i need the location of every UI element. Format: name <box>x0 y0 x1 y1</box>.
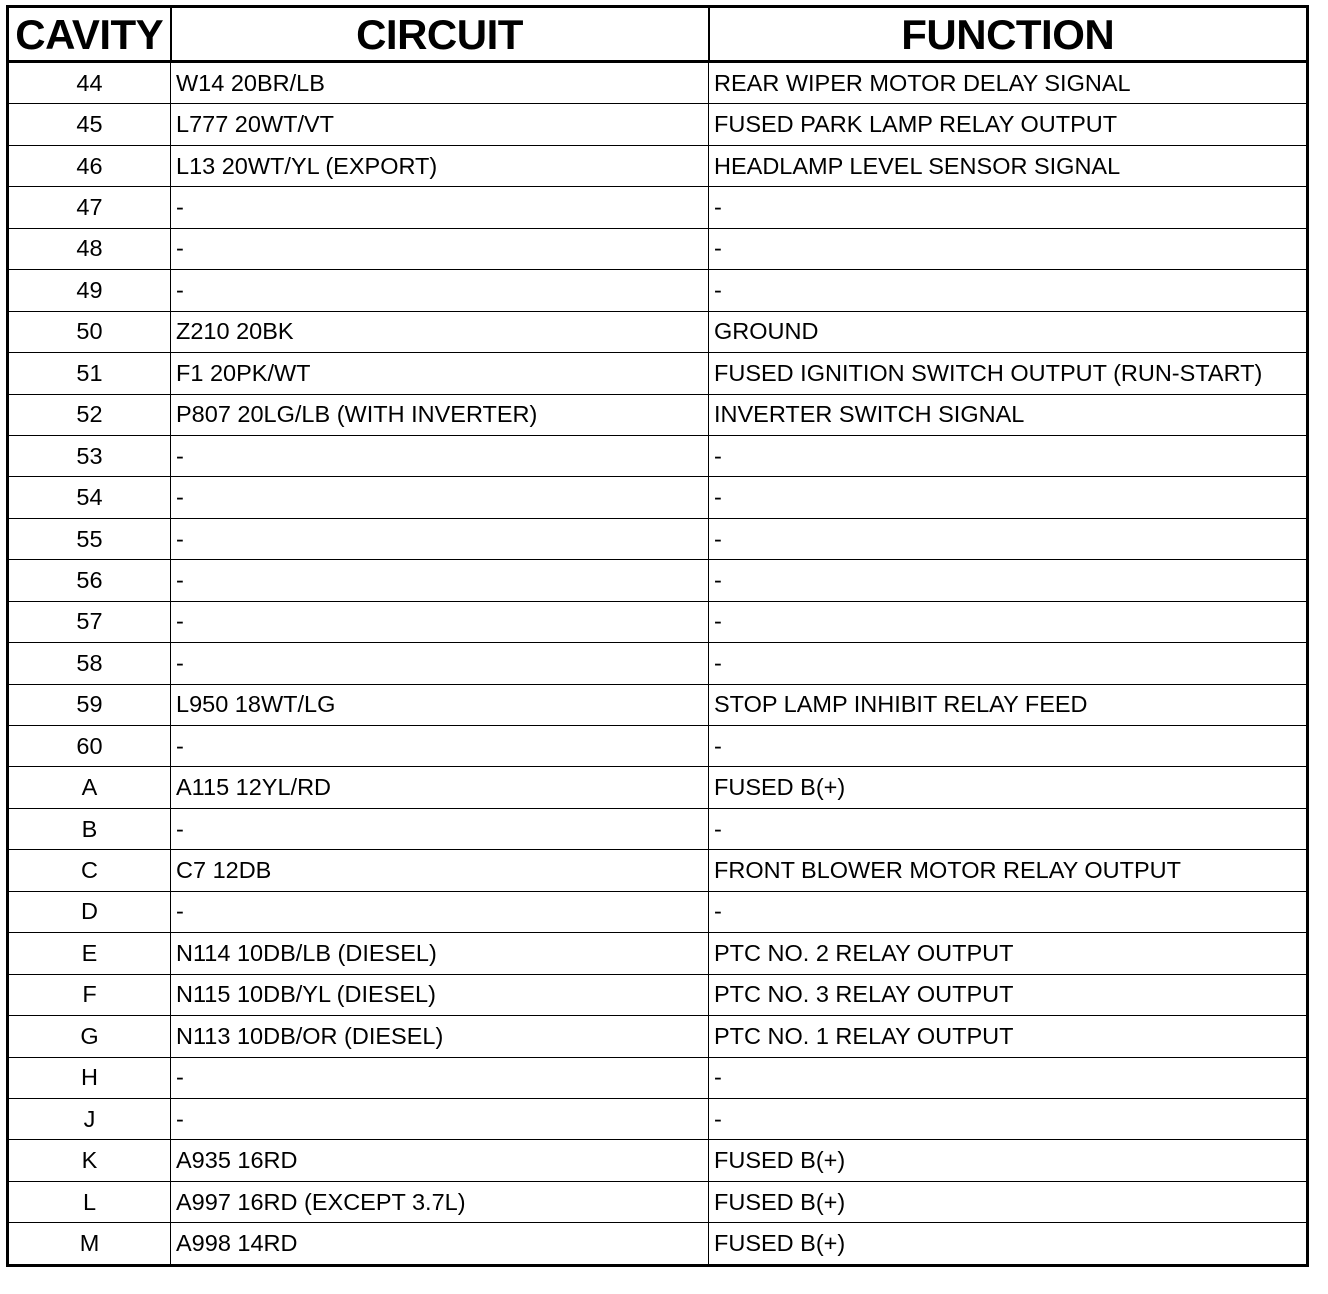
table-row <box>8 560 1308 601</box>
cavity-cell: 49 <box>8 270 171 311</box>
circuit-cell: - <box>171 560 709 601</box>
table-row <box>8 1223 1308 1265</box>
cavity-cell: 60 <box>8 726 171 767</box>
circuit-cell: - <box>171 477 709 518</box>
circuit-cell: A935 16RD <box>171 1140 709 1181</box>
function-cell: GROUND <box>709 311 1308 352</box>
cavity-cell: 52 <box>8 394 171 435</box>
function-cell: - <box>709 477 1308 518</box>
circuit-cell: W14 20BR/LB <box>171 62 709 104</box>
cavity-cell: 47 <box>8 187 171 228</box>
table-header <box>8 7 1308 62</box>
function-cell: - <box>709 726 1308 767</box>
table-row <box>8 145 1308 186</box>
table-row <box>8 104 1308 145</box>
function-cell: - <box>709 560 1308 601</box>
circuit-cell: C7 12DB <box>171 850 709 891</box>
table-row <box>8 1140 1308 1181</box>
circuit-cell: F1 20PK/WT <box>171 353 709 394</box>
function-cell: PTC NO. 3 RELAY OUTPUT <box>709 974 1308 1015</box>
table-row <box>8 1098 1308 1139</box>
cavity-cell: 58 <box>8 643 171 684</box>
function-column-header: FUNCTION <box>709 7 1308 62</box>
table-row <box>8 808 1308 849</box>
circuit-cell: L13 20WT/YL (EXPORT) <box>171 145 709 186</box>
cavity-cell: H <box>8 1057 171 1098</box>
circuit-cell: - <box>171 1098 709 1139</box>
table-row <box>8 62 1308 104</box>
circuit-cell: - <box>171 726 709 767</box>
cavity-cell: L <box>8 1181 171 1222</box>
function-cell: FUSED B(+) <box>709 1181 1308 1222</box>
circuit-cell: - <box>171 518 709 559</box>
cavity-cell: 51 <box>8 353 171 394</box>
cavity-cell: A <box>8 767 171 808</box>
cavity-cell: 56 <box>8 560 171 601</box>
circuit-cell: A115 12YL/RD <box>171 767 709 808</box>
cavity-cell: K <box>8 1140 171 1181</box>
circuit-cell: - <box>171 435 709 476</box>
circuit-cell: N113 10DB/OR (DIESEL) <box>171 1016 709 1057</box>
table-row <box>8 933 1308 974</box>
function-cell: REAR WIPER MOTOR DELAY SIGNAL <box>709 62 1308 104</box>
function-cell: - <box>709 601 1308 642</box>
table-row <box>8 270 1308 311</box>
function-cell: - <box>709 270 1308 311</box>
function-cell: FUSED B(+) <box>709 1223 1308 1265</box>
table-row <box>8 311 1308 352</box>
cavity-column-header: CAVITY <box>8 7 171 62</box>
table-row <box>8 1016 1308 1057</box>
circuit-cell: - <box>171 891 709 932</box>
function-cell: - <box>709 228 1308 269</box>
function-cell: - <box>709 808 1308 849</box>
function-cell: FUSED B(+) <box>709 767 1308 808</box>
function-cell: INVERTER SWITCH SIGNAL <box>709 394 1308 435</box>
cavity-cell: M <box>8 1223 171 1265</box>
function-cell: PTC NO. 2 RELAY OUTPUT <box>709 933 1308 974</box>
function-cell: - <box>709 518 1308 559</box>
cavity-cell: J <box>8 1098 171 1139</box>
cavity-cell: 44 <box>8 62 171 104</box>
cavity-cell: 54 <box>8 477 171 518</box>
table-body <box>8 62 1308 1266</box>
function-cell: STOP LAMP INHIBIT RELAY FEED <box>709 684 1308 725</box>
cavity-cell: 59 <box>8 684 171 725</box>
table-row <box>8 891 1308 932</box>
cavity-cell: D <box>8 891 171 932</box>
cavity-cell: 46 <box>8 145 171 186</box>
cavity-cell: C <box>8 850 171 891</box>
circuit-column-header: CIRCUIT <box>171 7 709 62</box>
function-cell: FUSED PARK LAMP RELAY OUTPUT <box>709 104 1308 145</box>
circuit-cell: - <box>171 643 709 684</box>
cavity-cell: 55 <box>8 518 171 559</box>
circuit-cell: A997 16RD (EXCEPT 3.7L) <box>171 1181 709 1222</box>
table-row <box>8 1181 1308 1222</box>
cavity-cell: 50 <box>8 311 171 352</box>
table-row <box>8 601 1308 642</box>
table-row <box>8 435 1308 476</box>
function-cell: FUSED IGNITION SWITCH OUTPUT (RUN-START) <box>709 353 1308 394</box>
function-cell: FUSED B(+) <box>709 1140 1308 1181</box>
circuit-cell: - <box>171 1057 709 1098</box>
circuit-cell: - <box>171 601 709 642</box>
circuit-cell: - <box>171 187 709 228</box>
table-row <box>8 187 1308 228</box>
circuit-cell: A998 14RD <box>171 1223 709 1265</box>
function-cell: - <box>709 187 1308 228</box>
circuit-cell: P807 20LG/LB (WITH INVERTER) <box>171 394 709 435</box>
table-row <box>8 477 1308 518</box>
table-row <box>8 353 1308 394</box>
table-row <box>8 850 1308 891</box>
circuit-cell: - <box>171 808 709 849</box>
circuit-cell: N115 10DB/YL (DIESEL) <box>171 974 709 1015</box>
table-row <box>8 726 1308 767</box>
function-cell: - <box>709 435 1308 476</box>
table-row <box>8 518 1308 559</box>
function-cell: - <box>709 1057 1308 1098</box>
function-cell: - <box>709 643 1308 684</box>
circuit-cell: L950 18WT/LG <box>171 684 709 725</box>
table-row <box>8 643 1308 684</box>
cavity-cell: 45 <box>8 104 171 145</box>
table-row <box>8 228 1308 269</box>
cavity-cell: 48 <box>8 228 171 269</box>
function-cell: - <box>709 1098 1308 1139</box>
circuit-cell: - <box>171 270 709 311</box>
function-cell: PTC NO. 1 RELAY OUTPUT <box>709 1016 1308 1057</box>
function-cell: - <box>709 891 1308 932</box>
connector-pinout-table <box>6 5 1309 1267</box>
function-cell: HEADLAMP LEVEL SENSOR SIGNAL <box>709 145 1308 186</box>
table-row <box>8 1057 1308 1098</box>
circuit-cell: - <box>171 228 709 269</box>
cavity-cell: E <box>8 933 171 974</box>
function-cell: FRONT BLOWER MOTOR RELAY OUTPUT <box>709 850 1308 891</box>
table-row <box>8 394 1308 435</box>
cavity-cell: 57 <box>8 601 171 642</box>
table-row <box>8 684 1308 725</box>
circuit-cell: L777 20WT/VT <box>171 104 709 145</box>
circuit-cell: Z210 20BK <box>171 311 709 352</box>
cavity-cell: G <box>8 1016 171 1057</box>
cavity-cell: 53 <box>8 435 171 476</box>
circuit-cell: N114 10DB/LB (DIESEL) <box>171 933 709 974</box>
cavity-cell: B <box>8 808 171 849</box>
cavity-cell: F <box>8 974 171 1015</box>
table-row <box>8 767 1308 808</box>
header-row <box>8 7 1308 62</box>
table-row <box>8 974 1308 1015</box>
